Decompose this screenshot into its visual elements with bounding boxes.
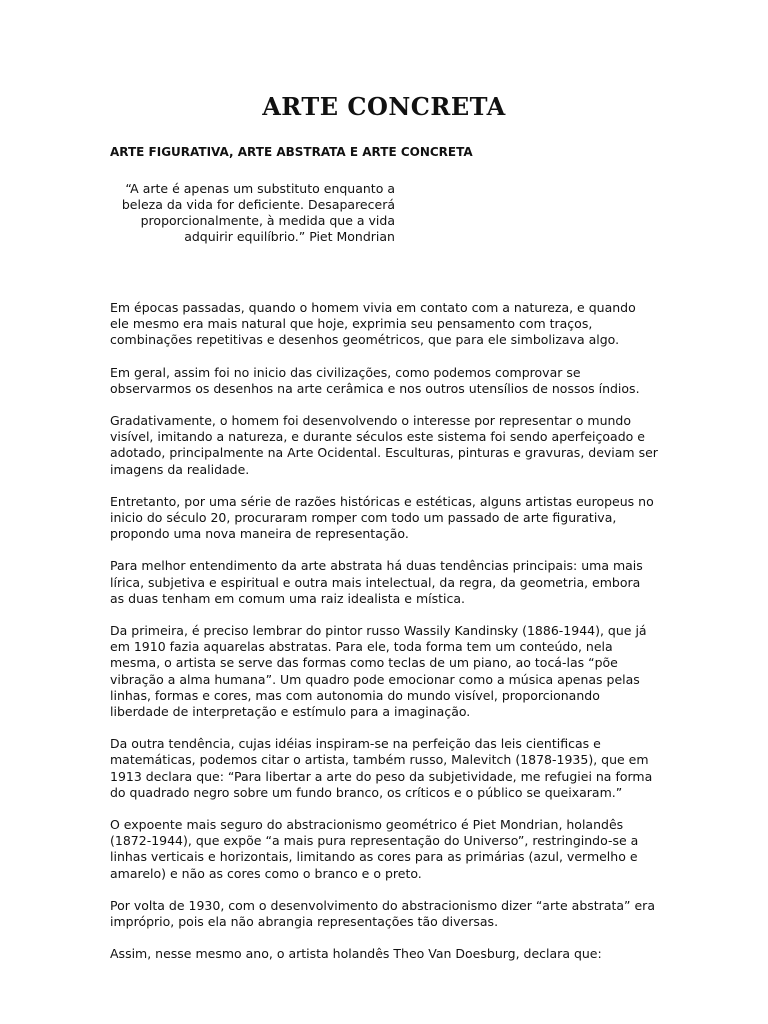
document-body	[110, 300, 658, 979]
paragraph: Em geral, assim foi no inicio das civilizações, como podemos comprovar se observarmos os desenhos na arte cerâmica e nos outros utensílios de nossos índios.	[110, 364, 640, 396]
paragraph: Em épocas passadas, quando o homem vivia em contato com a natureza, e quando ele mesmo era mais natural que hoje, exprimia seu pensamento com traços, combinações repetitivas e desenhos geométricos, que para ele simbolizava algo.	[110, 300, 636, 348]
document-subtitle: ARTE FIGURATIVA, ARTE ABSTRATA E ARTE CONCRETA	[110, 145, 473, 159]
epigraph-quote: “A arte é apenas um substituto enquanto a beleza da vida for deficiente. Desaparecerá proporcionalmente, à medida que a vida adquirir equilíbrio.” Piet Mondrian	[121, 181, 395, 244]
document-title: ARTE CONCRETA	[262, 92, 506, 121]
paragraph: Para melhor entendimento da arte abstrata há duas tendências principais: uma mais lírica, subjetiva e espiritual e outra mais intelectual, da regra, da geometria, embora as duas tenham em comum uma raiz idealista e mística.	[110, 558, 643, 606]
paragraph: Por volta de 1930, com o desenvolvimento do abstracionismo dizer “arte abstrata” era impróprio, pois ela não abrangia representações tão diversas.	[110, 897, 655, 930]
paragraph: Da primeira, é preciso lembrar do pintor russo Wassily Kandinsky (1886-1944), que já em 1910 fazia aquarelas abstratas. Para ele, toda forma tem um conteúdo, nela mesma, o artista se serve das formas como teclas de um piano, ao tocá-las “põe vibração a alma humana”. Um quadro pode emocionar como a música apenas pelas linhas, formas e cores, mas com autonomia do mundo visível, proporcionando liberdade de interpretação e estímulo para a imaginação.	[110, 623, 647, 720]
paragraph: Entretanto, por uma série de razões históricas e estéticas, alguns artistas europeus no inicio do século 20, procuraram romper com todo um passado de arte figurativa, propondo uma nova maneira de representação.	[110, 493, 654, 542]
paragraph: Assim, nesse mesmo ano, o artista holandês Theo Van Doesburg, declara que:	[110, 946, 602, 962]
paragraph: Gradativamente, o homem foi desenvolvendo o interesse por representar o mundo visível, imitando a natureza, e durante séculos este sistema foi sendo aperfeiçoado e adotado, principalmente na Arte Ocidental. Esculturas, pinturas e gravuras, deviam ser imagens da realidade.	[110, 413, 658, 477]
paragraph: O expoente mais seguro do abstracionismo geométrico é Piet Mondrian, holandês (1872-1944), que expõe “a mais pura representação do Universo”, restringindo-se a linhas verticais e horizontais, limitando as cores para as primárias (azul, vermelho e amarelo) e não as cores como o branco e o preto.	[110, 817, 639, 881]
paragraph: Da outra tendência, cujas idéias inspiram-se na perfeição das leis cientificas e matemáticas, podemos citar o artista, também russo, Malevitch (1878-1935), que em 1913 declara que: “Para libertar a arte do peso da subjetividade, me refugiei na forma do quadrado negro sobre um fundo branco, os críticos e o público se queixaram.”	[110, 736, 653, 800]
